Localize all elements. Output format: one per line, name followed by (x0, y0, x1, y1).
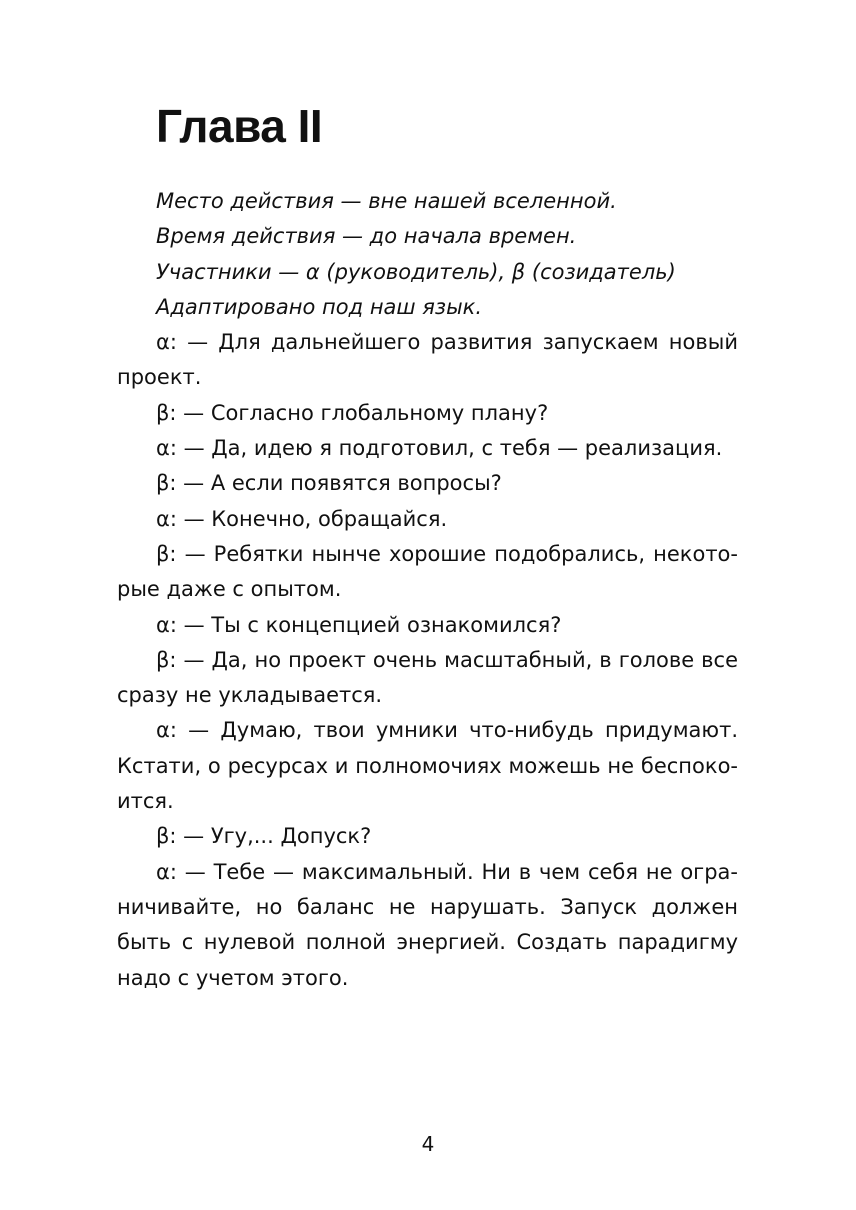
dialogue-line: β: — Угу,... Допуск? (156, 824, 372, 849)
dialogue-line: α: — Тебе — максимальный. Ни в чем себя не ограничивайте, но баланс не нарушать. Запуск должен быть с нулевой полной энергией. Создать парадигму надо с учетом этого. (117, 859, 738, 990)
dialogue-line: β: — Ребятки нынче хорошие подобрались, некоторые даже с опытом. (117, 541, 738, 602)
dialogue-line: α: — Ты с концепцией ознакомился? (156, 612, 562, 637)
chapter-title: Глава II (156, 100, 323, 152)
dialogue-line: α: — Да, идею я подготовил, с тебя — реализация. (156, 436, 723, 461)
meta-line-setting: Место действия — вне нашей вселенной. (156, 189, 617, 213)
dialogue-line: β: — А если появятся вопросы? (156, 471, 502, 496)
dialogue-line: α: — Конечно, обращайся. (156, 506, 448, 531)
meta-line-adaptation: Адаптировано под наш язык. (156, 294, 483, 319)
page-number: 4 (421, 1132, 435, 1156)
meta-line-participants: Участники — α (руководитель), β (созидатель) (156, 259, 676, 284)
dialogue-line: β: — Согласно глобальному плану? (156, 400, 549, 425)
dialogue-line: α: — Думаю, твои умники что-нибудь придумают. Кстати, о ресурсах и полномочиях можешь не беспокоится. (117, 718, 738, 814)
dialogue-line: β: — Да, но проект очень масштабный, в голове все сразу не укладывается. (117, 647, 738, 708)
chapter-body (117, 184, 738, 996)
meta-line-time: Время действия — до начала времен. (156, 224, 577, 249)
dialogue-line: α: — Для дальнейшего развития запускаем новый проект. (117, 330, 738, 390)
